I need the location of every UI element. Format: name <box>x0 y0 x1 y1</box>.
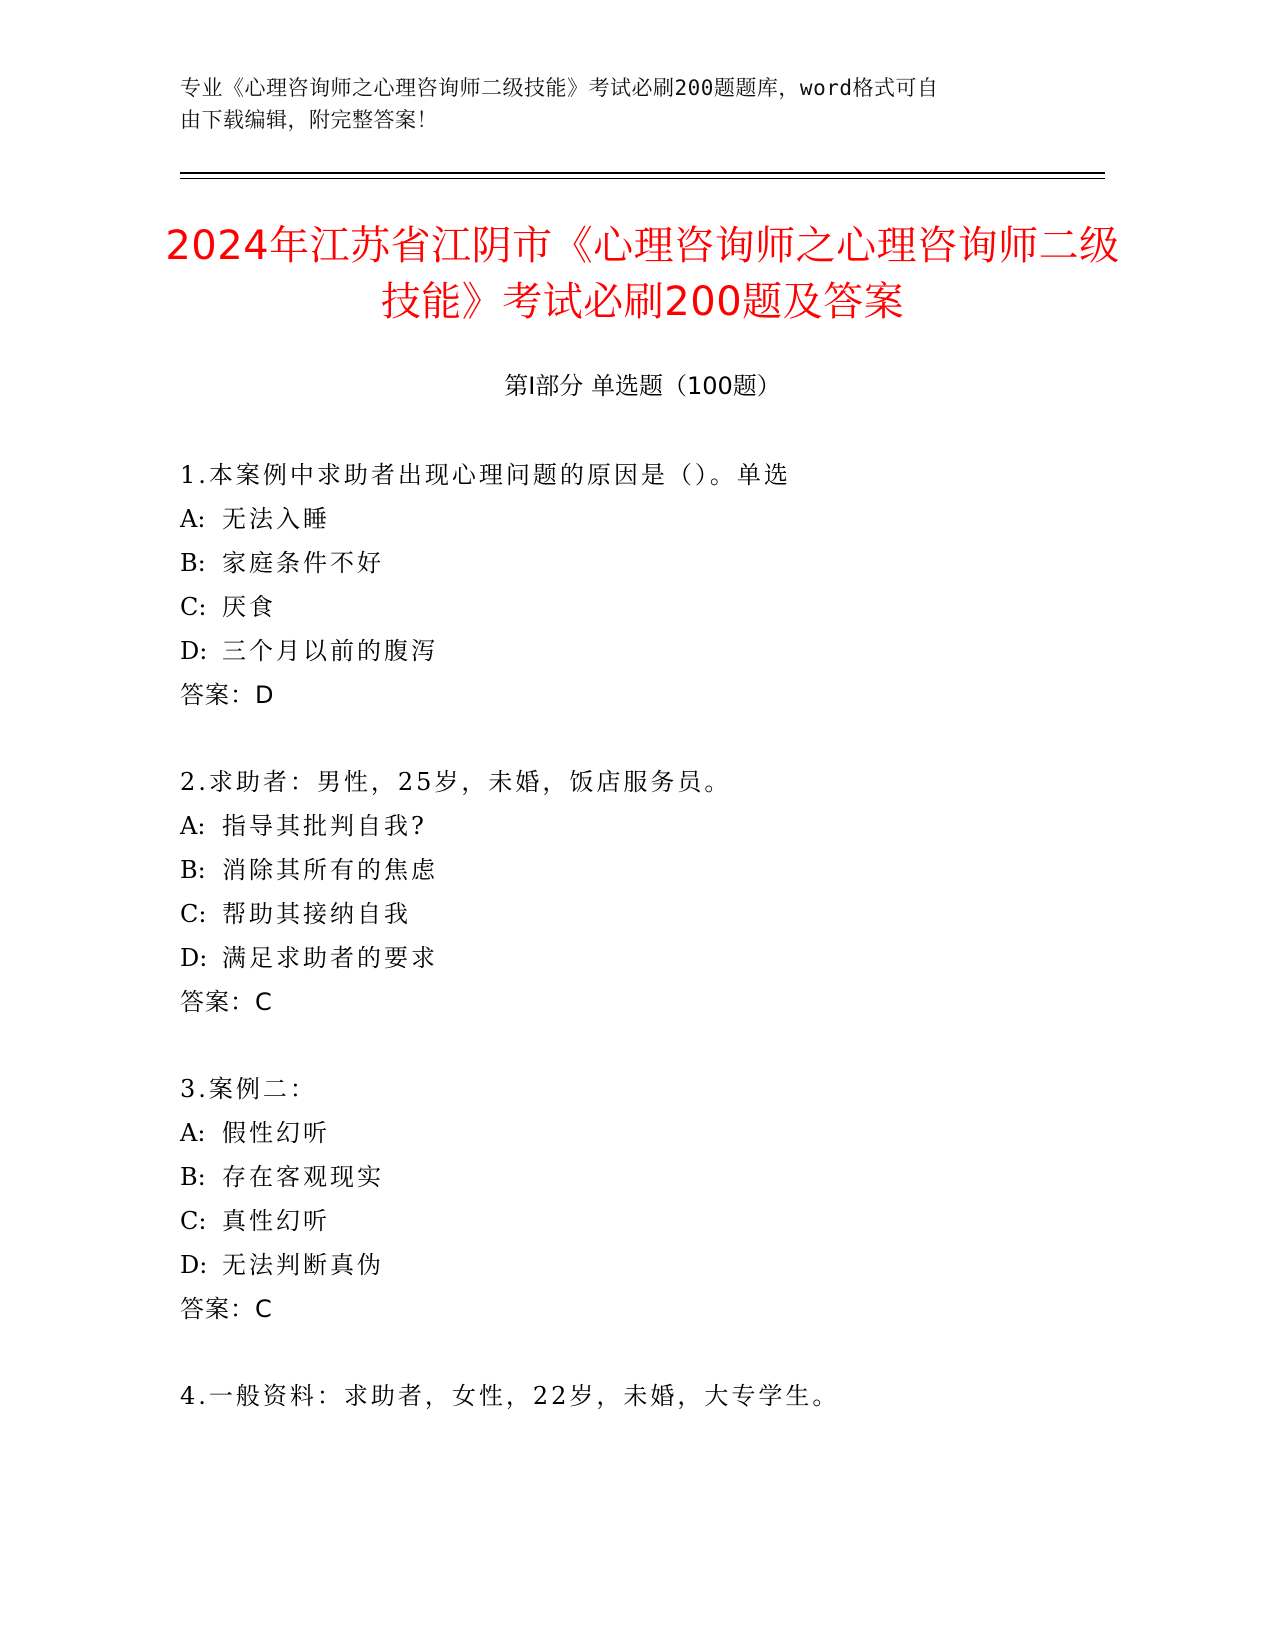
answer-text: 答案：C <box>180 988 273 1016</box>
question-1 <box>180 453 1100 717</box>
option-text: 消除其所有的焦虑 <box>222 856 438 884</box>
answer-text: 答案：C <box>180 1295 273 1323</box>
option-b <box>180 1155 1100 1199</box>
option-text: 厌食 <box>222 593 276 621</box>
question-4 <box>180 1374 1100 1418</box>
header-rule-thick <box>180 172 1105 174</box>
question-stem: 1.本案例中求助者出现心理问题的原因是（）。单选 <box>180 461 791 489</box>
header-note <box>180 72 1040 136</box>
option-text: 三个月以前的腹泻 <box>222 637 438 665</box>
option-letter: C: <box>180 593 207 621</box>
question-list <box>180 453 1100 1461</box>
option-a <box>180 1111 1100 1155</box>
option-letter: A: <box>180 812 206 840</box>
question-stem: 3.案例二： <box>180 1075 317 1103</box>
option-d <box>180 629 1100 673</box>
option-letter: D: <box>180 944 208 972</box>
option-text: 指导其批判自我? <box>222 812 427 840</box>
option-text: 真性幻听 <box>222 1207 330 1235</box>
header-rule-thin <box>180 178 1105 179</box>
option-letter: B: <box>180 1163 206 1191</box>
question-2 <box>180 760 1100 1024</box>
option-text: 家庭条件不好 <box>222 549 384 577</box>
option-a <box>180 804 1100 848</box>
option-letter: B: <box>180 856 206 884</box>
option-d <box>180 936 1100 980</box>
option-letter: D: <box>180 637 208 665</box>
option-text: 满足求助者的要求 <box>222 944 438 972</box>
option-c <box>180 892 1100 936</box>
option-letter: B: <box>180 549 206 577</box>
document-title <box>150 218 1135 330</box>
option-letter: C: <box>180 900 207 928</box>
option-letter: A: <box>180 1119 206 1147</box>
option-letter: C: <box>180 1207 207 1235</box>
option-b <box>180 848 1100 892</box>
question-3 <box>180 1067 1100 1331</box>
option-text: 无法判断真伪 <box>222 1251 384 1279</box>
question-stem: 2.求助者：男性，25岁，未婚，饭店服务员。 <box>180 768 732 796</box>
option-letter: A: <box>180 505 206 533</box>
question-stem: 4.一般资料：求助者，女性，22岁，未婚，大专学生。 <box>180 1382 840 1410</box>
option-letter: D: <box>180 1251 208 1279</box>
document-title-text: 2024年江苏省江阴市《心理咨询师之心理咨询师二级技能》考试必刷200题及答案 <box>165 223 1120 325</box>
option-c <box>180 1199 1100 1243</box>
option-d <box>180 1243 1100 1287</box>
option-a <box>180 497 1100 541</box>
header-note-line-2: 由下载编辑，附完整答案！ <box>180 108 438 132</box>
section-title: 第Ⅰ部分 单选题（100题） <box>504 372 781 400</box>
option-text: 无法入睡 <box>222 505 330 533</box>
option-c <box>180 585 1100 629</box>
answer-text: 答案：D <box>180 681 275 709</box>
option-b <box>180 541 1100 585</box>
option-text: 帮助其接纳自我 <box>222 900 411 928</box>
header-note-line-1: 专业《心理咨询师之心理咨询师二级技能》考试必刷200题题库，word格式可自 <box>180 76 939 100</box>
option-text: 假性幻听 <box>222 1119 330 1147</box>
option-text: 存在客观现实 <box>222 1163 384 1191</box>
